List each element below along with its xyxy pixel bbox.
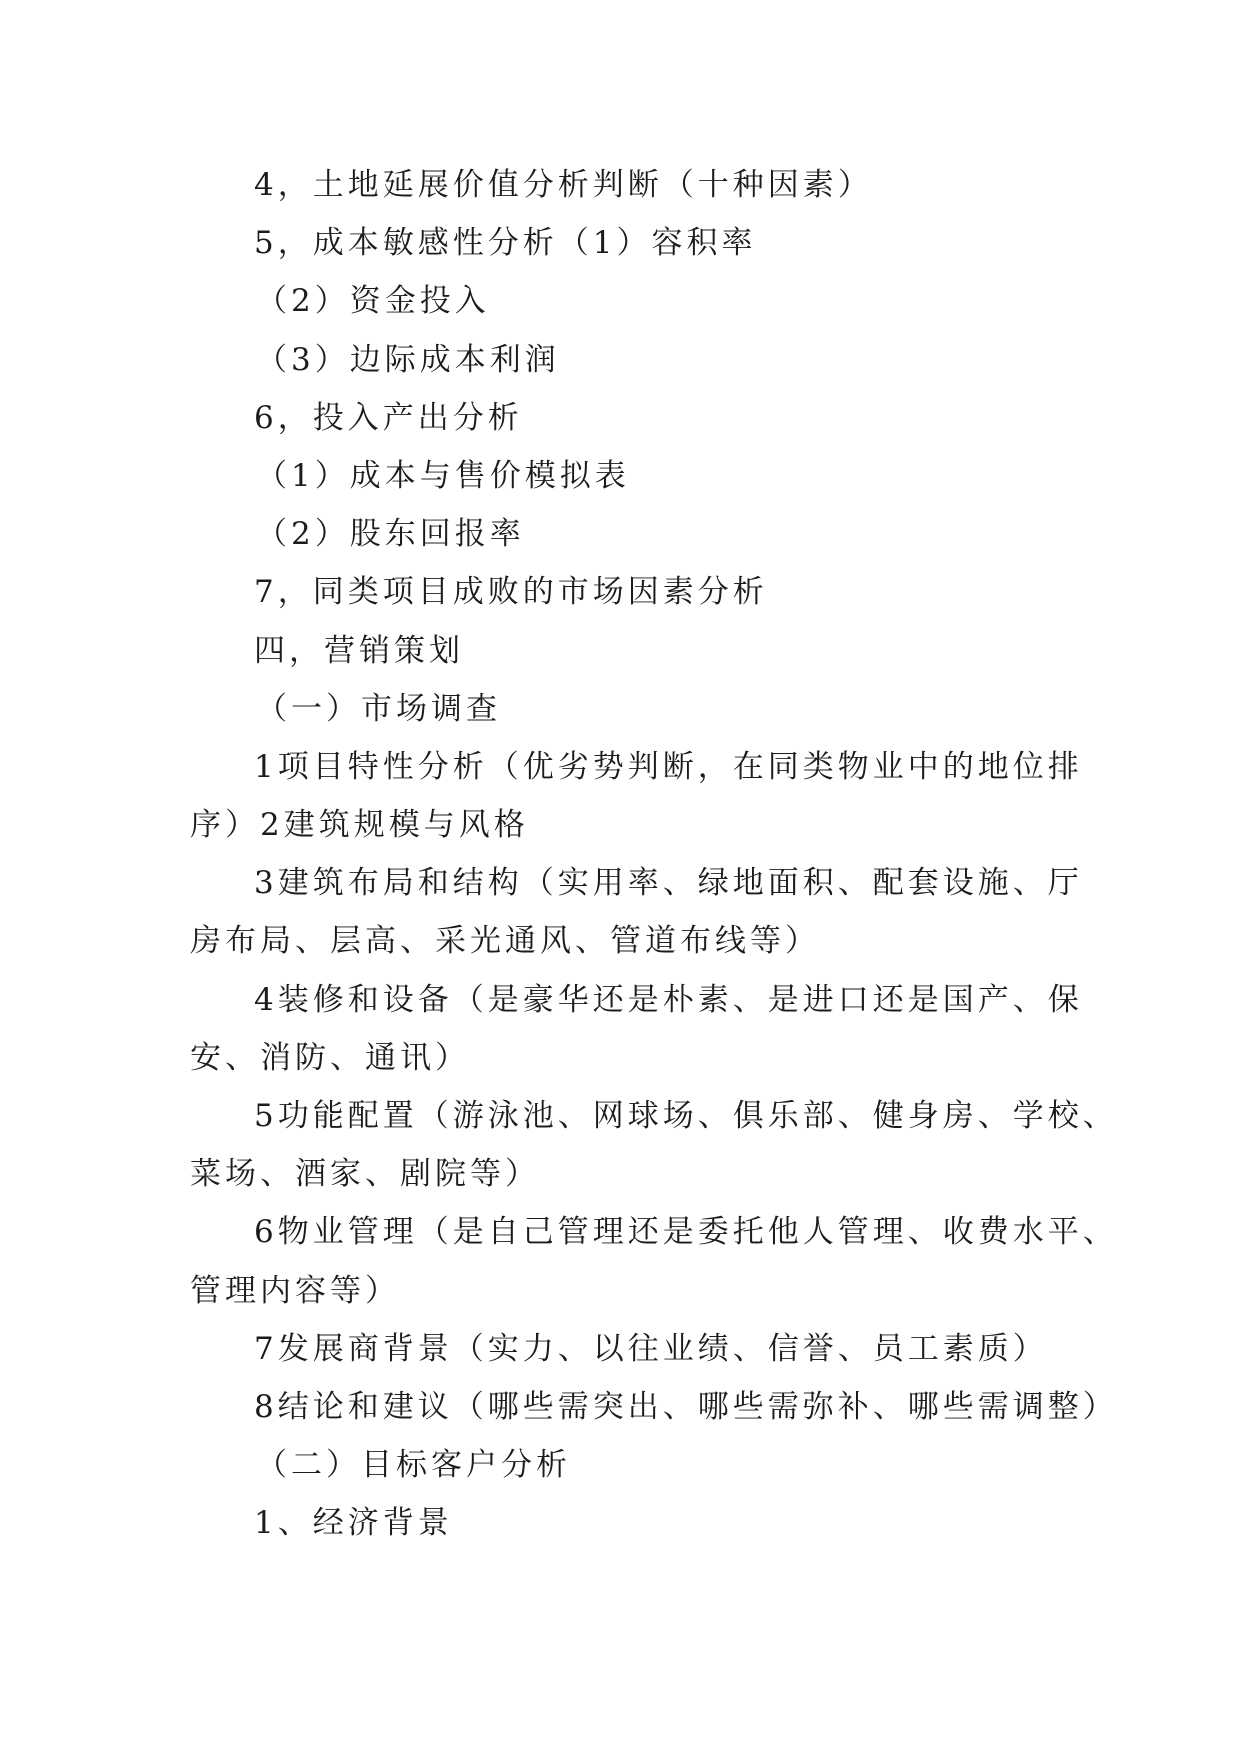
text-line: （2）股东回报率 — [256, 516, 525, 553]
text-line: 4装修和设备（是豪华还是朴素、是进口还是国产、保 — [254, 981, 1083, 1018]
text-line: 7，同类项目成败的市场因素分析 — [254, 574, 768, 611]
text-line: 管理内容等） — [190, 1272, 400, 1309]
text-line: 安、消防、通讯） — [190, 1039, 470, 1076]
text-line: 1项目特性分析（优劣势判断，在同类物业中的地位排 — [254, 748, 1083, 785]
text-line: 序）2建筑规模与风格 — [190, 807, 529, 844]
text-line: （2）资金投入 — [256, 283, 490, 320]
text-line: 1、经济背景 — [254, 1505, 453, 1542]
text-line: 8结论和建议（哪些需突出、哪些需弥补、哪些需调整） — [254, 1388, 1118, 1425]
subsection-heading: （二）目标客户分析 — [256, 1447, 571, 1484]
text-line: 3建筑布局和结构（实用率、绿地面积、配套设施、厅 — [254, 865, 1083, 902]
section-heading: 四，营销策划 — [254, 632, 464, 669]
text-line: 5，成本敏感性分析（1）容积率 — [254, 225, 757, 262]
text-line: 房布局、层高、采光通风、管道布线等） — [190, 923, 820, 960]
text-line: （3）边际成本利润 — [256, 341, 560, 378]
text-line: （1）成本与售价模拟表 — [256, 457, 630, 494]
subsection-heading: （一）市场调查 — [256, 690, 501, 727]
text-line: 6，投入产出分析 — [254, 399, 523, 436]
document-body — [190, 156, 1118, 1553]
text-line: 6物业管理（是自己管理还是委托他人管理、收费水平、 — [254, 1214, 1118, 1251]
text-line: 5功能配置（游泳池、网球场、俱乐部、健身房、学校、 — [254, 1098, 1118, 1134]
text-line: 菜场、酒家、剧院等） — [190, 1156, 540, 1193]
text-line: 4，土地延展价值分析判断（十种因素） — [254, 167, 873, 203]
text-line: 7发展商背景（实力、以往业绩、信誉、员工素质） — [254, 1330, 1048, 1367]
